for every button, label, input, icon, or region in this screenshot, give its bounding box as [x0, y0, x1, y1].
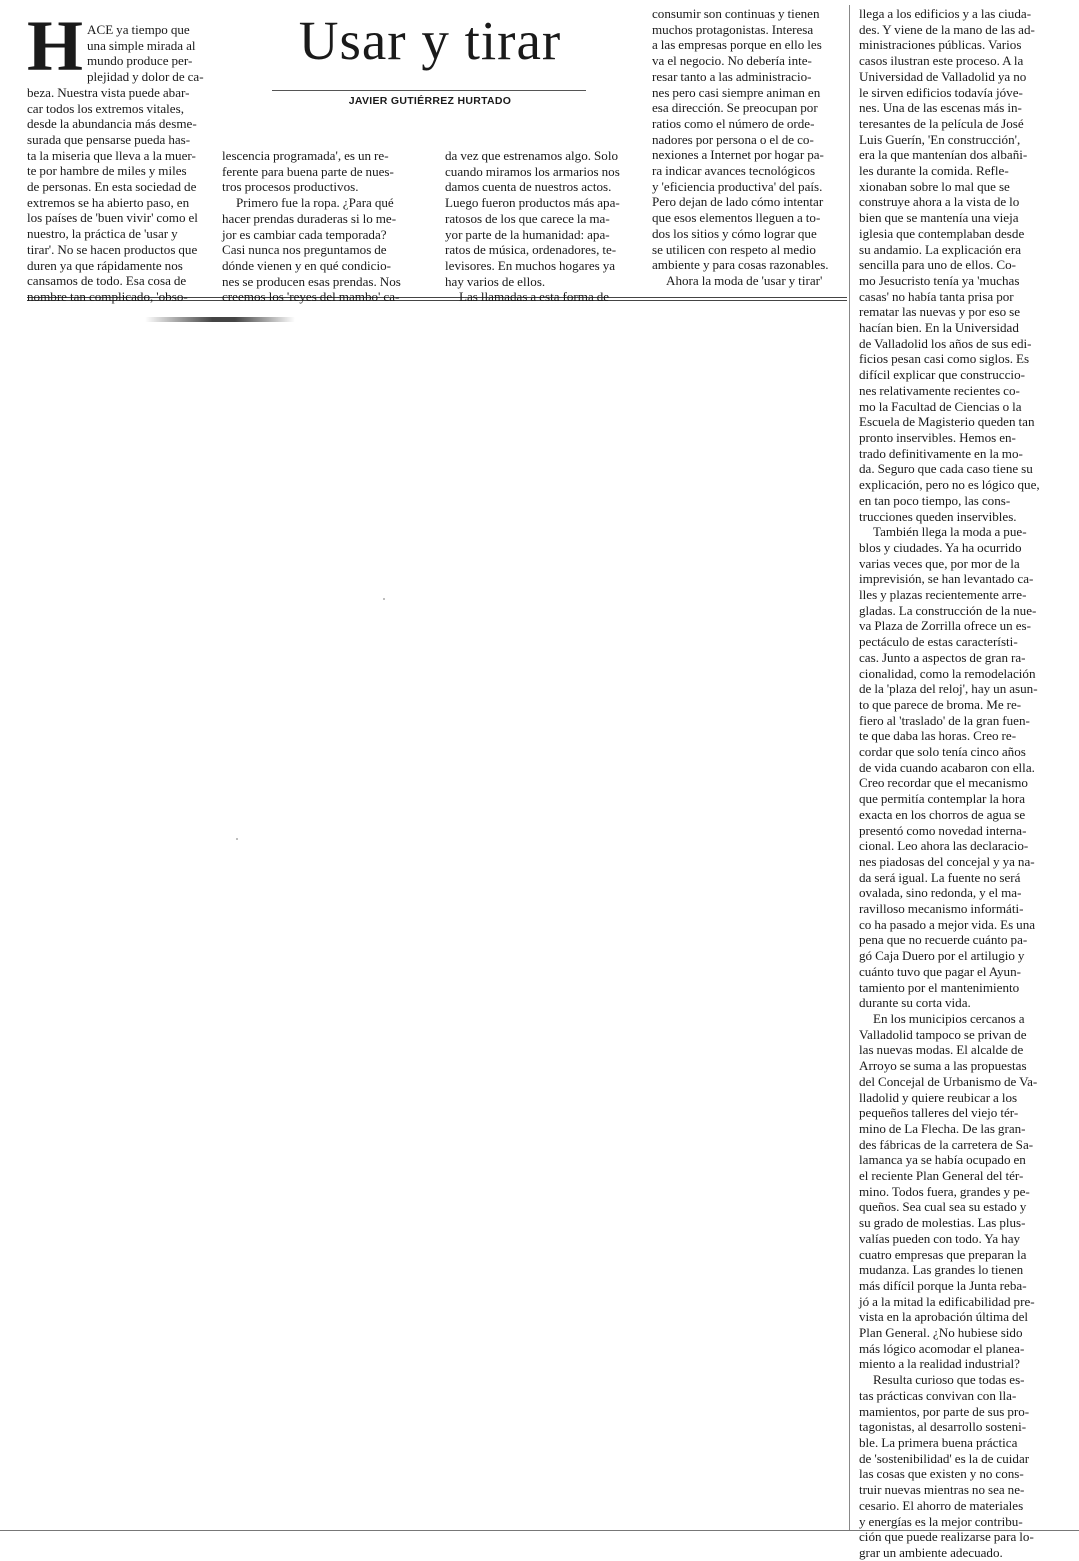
text-line: dos los sitios y cómo lograr que	[652, 225, 817, 241]
text-line: jor es cambiar cada temporada?	[222, 226, 387, 242]
text-line: nes se producen esas prendas. Nos	[222, 273, 401, 289]
text-line: cional. Leo ahora las declaracio-	[859, 838, 1029, 854]
text-line: lamanca ya se había ocupado en	[859, 1152, 1026, 1168]
text-line: ferente para buena parte de nues-	[222, 163, 394, 179]
text-line: cansamos de todo. Esa cosa de	[27, 273, 187, 289]
text-line: Arroyo se suma a las propuestas	[859, 1058, 1027, 1074]
text-line: Ahora la moda de 'usar y tirar'	[666, 272, 823, 288]
text-line: ficios pesan casi como siglos. Es	[859, 351, 1030, 367]
text-line: ratosos de los que carece la ma-	[445, 210, 610, 226]
text-line: bien que se mantenía una vieja	[859, 210, 1019, 226]
text-line: duren ya que rápidamente nos	[27, 257, 183, 273]
text-line: le sirven edificios todavía jóve-	[859, 84, 1023, 100]
text-line: des. Y viene de la mano de las ad-	[859, 21, 1035, 37]
text-line: tamiento por el mantenimiento	[859, 979, 1020, 995]
text-line: También llega la moda a pue-	[873, 524, 1027, 540]
text-line: grar un ambiente adecuado.	[859, 1544, 1003, 1560]
text-line: vista en la aprobación última del	[859, 1309, 1029, 1325]
speck	[383, 598, 385, 600]
text-line: hacían bien. En la Universidad	[859, 320, 1019, 336]
text-line: y 'eficiencia productiva' del país.	[652, 178, 823, 194]
text-line: beza. Nuestra vista puede abar-	[27, 84, 190, 100]
text-line: lladolid y quiere reubicar a los	[859, 1089, 1018, 1105]
paragraph	[652, 6, 844, 273]
text-line: sencilla para uno de ellos. Co-	[859, 257, 1017, 273]
text-line: difícil explicar que construccio-	[859, 367, 1025, 383]
text-line: ministraciones públicas. Varios	[859, 37, 1022, 53]
text-line: gladas. La construcción de la nue-	[859, 602, 1037, 618]
text-line: Valladolid tampoco se privan de	[859, 1026, 1027, 1042]
text-line: tagonistas, al desarrollo sosteni-	[859, 1419, 1027, 1435]
paragraph	[652, 273, 844, 289]
text-line: nes pero casi siempre animan en	[652, 84, 821, 100]
text-line: tas prácticas convivan con lla-	[859, 1387, 1017, 1403]
text-line: ción que puede realizarse para lo-	[859, 1529, 1034, 1545]
text-line: construye ahora a la vista de lo	[859, 194, 1020, 210]
text-line: ovalada, sino redonda, y el ma-	[859, 885, 1022, 901]
text-line: Creo recordar que el mecanismo	[859, 775, 1028, 791]
text-line: trucciones queden inservibles.	[859, 508, 1017, 524]
text-line: de vida cuando acabaron con ella.	[859, 759, 1035, 775]
text-line: desde la abundancia más desme-	[27, 116, 197, 132]
text-line: pequeños talleres del viejo tér-	[859, 1105, 1019, 1121]
text-line: pronto inservibles. Hemos en-	[859, 429, 1016, 445]
text-line: Plan General. ¿No hubiese sido	[859, 1325, 1023, 1341]
text-line: que permitía contemplar la hora	[859, 791, 1026, 807]
text-line: damos cuenta de nuestros actos.	[445, 179, 612, 195]
text-line: te que daba las horas. Creo re-	[859, 728, 1017, 744]
text-line: va Plaza de Zorrilla ofrece un es-	[859, 618, 1031, 634]
text-line: ambiente y para cosas razonables.	[652, 257, 829, 273]
text-line: En los municipios cercanos a	[873, 1011, 1025, 1026]
text-line: consumir son continuas y tienen	[652, 6, 820, 21]
text-line: exacta en los chorros de agua se	[859, 806, 1026, 822]
text-line: ratos de música, ordenadores, te-	[445, 242, 617, 258]
text-line: cesario. El ahorro de materiales	[859, 1497, 1024, 1513]
text-line: durante su corta vida.	[859, 995, 971, 1011]
text-line: teresantes de la película de José	[859, 115, 1024, 131]
text-line: iglesia que contemplaban desde	[859, 225, 1025, 241]
text-line: cionalidad, como la remodelación	[859, 665, 1036, 681]
text-line: cordar que solo tenía cinco años	[859, 744, 1026, 760]
text-line: plejidad y dolor de ca-	[87, 69, 204, 85]
column-4	[652, 6, 844, 289]
text-line: xionaban sobre lo mal que se	[859, 178, 1010, 194]
paragraph	[859, 1372, 1051, 1560]
column-5	[859, 6, 1051, 1561]
text-line: to que parece de broma. Me re-	[859, 696, 1022, 712]
paragraph	[222, 148, 430, 195]
text-line: en tan poco tiempo, las cons-	[859, 492, 1011, 508]
text-line: llega a los edificios y a las ciuda-	[859, 6, 1032, 21]
text-line: nes piadosas del concejal y ya na-	[859, 853, 1035, 869]
paragraph	[445, 289, 640, 305]
text-line: queños. Sea cual sea su estado y	[859, 1199, 1027, 1215]
text-line: del Concejal de Urbanismo de Va-	[859, 1073, 1038, 1089]
text-line: creemos los 'reyes del mambo' ca-	[222, 289, 400, 305]
text-line: miento a la realidad industrial?	[859, 1356, 1020, 1372]
text-line: jó a la mitad la edificabilidad pre-	[859, 1293, 1035, 1309]
text-line: los países de 'buen vivir' como el	[27, 210, 198, 226]
text-line: las cosas que existen y no cons-	[859, 1466, 1024, 1482]
text-line: nadores por persona o el de co-	[652, 131, 814, 147]
speck	[236, 838, 238, 840]
text-line: más lógico acomodar el planea-	[859, 1340, 1025, 1356]
text-line: Resulta curioso que todas es-	[873, 1372, 1025, 1388]
text-line: más difícil porque la Junta reba-	[859, 1277, 1027, 1293]
text-line: da será igual. La fuente no será	[859, 869, 1021, 885]
text-line: mudanza. Las grandes lo tienen	[859, 1262, 1024, 1278]
text-line: el reciente Plan General del tér-	[859, 1168, 1024, 1184]
text-line: Escuela de Magisterio queden tan	[859, 414, 1035, 430]
text-line: lescencia programada', es un re-	[222, 148, 389, 163]
text-line: imprevisión, se han levantado ca-	[859, 571, 1034, 587]
text-line: una simple mirada al	[87, 37, 196, 53]
text-line: ra indicar avances tecnológicos	[652, 163, 816, 179]
paragraph	[859, 524, 1051, 1011]
text-line: mo la Facultad de Ciencias o la	[859, 398, 1022, 414]
text-line: hay varios de ellos.	[445, 273, 546, 289]
text-line: se utilicen con respeto al medio	[652, 241, 816, 257]
text-line: resar tanto a las administracio-	[652, 68, 812, 84]
text-line: de personas. En esta sociedad de	[27, 179, 197, 195]
text-line: gó Caja Duero por el artilugio y	[859, 948, 1025, 964]
text-line: Luego fueron productos más apa-	[445, 195, 620, 211]
text-line: nexiones a Internet por hogar pa-	[652, 147, 824, 163]
text-line: varias veces que, por mor de la	[859, 555, 1020, 571]
text-line: de Valladolid los años de sus edi-	[859, 335, 1032, 351]
text-line: des fábricas de la carretera de Sa-	[859, 1136, 1034, 1152]
text-line: mundo produce per-	[87, 53, 193, 69]
text-line: tirar'. No se hacen productos que	[27, 241, 198, 257]
text-line: cuando miramos los armarios nos	[445, 163, 620, 179]
author-byline: JAVIER GUTIÉRREZ HURTADO	[348, 95, 512, 107]
text-line: cuánto tuvo que pagar el Ayun-	[859, 963, 1022, 979]
text-line: Casi nunca nos preguntamos de	[222, 242, 387, 258]
text-line: levisores. En muchos hogares ya	[445, 257, 616, 273]
text-line: extremos se ha abierto paso, en	[27, 194, 190, 210]
text-line: pectáculo de estas característi-	[859, 634, 1018, 650]
text-line: surada que pensarse pueda has-	[27, 131, 191, 147]
column-divider-vertical	[849, 5, 850, 1530]
text-line: da. Seguro que cada caso tiene su	[859, 461, 1033, 477]
text-line: su andamio. La explicación era	[859, 241, 1022, 257]
text-line: yor parte de la humanidad: apa-	[445, 226, 610, 242]
text-line: cas. Junto a aspectos de gran ra-	[859, 649, 1026, 665]
text-line: lles y plazas recientemente arre-	[859, 587, 1027, 603]
text-line: mino de La Flecha. De las gran-	[859, 1120, 1026, 1136]
column-1	[27, 22, 217, 305]
text-line: Luis Guerín, 'En construcción',	[859, 131, 1021, 147]
column-2	[222, 148, 430, 305]
article-title: Usar y tirar	[298, 10, 562, 71]
text-line: dónde vienen y en qué condicio-	[222, 257, 392, 273]
text-line: nes relativamente recientes co-	[859, 382, 1020, 398]
text-line: ravilloso mecanismo informáti-	[859, 901, 1024, 917]
paragraph	[445, 148, 640, 289]
text-line: nuestro, la práctica de 'usar y	[27, 226, 178, 242]
byline-rule	[272, 90, 586, 91]
text-line: casos ilustran este proceso. A la	[859, 53, 1024, 69]
text-line: te por hambre de miles y miles	[27, 163, 187, 179]
text-line: y energías es la mejor contribu-	[859, 1513, 1023, 1529]
text-line: fiero al 'traslado' de la gran fuen-	[859, 712, 1030, 728]
paragraph	[859, 6, 1051, 524]
text-line: truir nuevas mientras no sea ne-	[859, 1482, 1025, 1498]
text-line: co ha pasado a mejor vida. Es una	[859, 916, 1036, 932]
text-line: Pero dejan de lado cómo intentar	[652, 194, 824, 210]
drop-cap: H	[27, 6, 84, 86]
paragraph	[859, 1011, 1051, 1372]
text-line: esa dirección. Se preocupan por	[652, 100, 818, 116]
paragraph	[27, 22, 217, 305]
text-line: ta la miseria que lleva a la muer-	[27, 147, 196, 163]
text-line: presentó como novedad interna-	[859, 822, 1027, 838]
text-line: blos y ciudades. Ya ha ocurrido	[859, 539, 1022, 555]
text-line: mamientos, por parte de sus pro-	[859, 1403, 1030, 1419]
text-line: trado definitivamente en la mo-	[859, 445, 1023, 461]
text-line: les durante la comida. Refle-	[859, 163, 1009, 179]
text-line: Las llamadas a esta forma de	[459, 289, 610, 305]
text-line: Universidad de Valladolid ya no	[859, 68, 1027, 84]
text-line: mino. Todos fuera, grandes y pe-	[859, 1183, 1030, 1199]
text-line: Primero fue la ropa. ¿Para qué	[236, 195, 394, 211]
tapered-ornament-rule	[145, 317, 295, 322]
text-line: ble. La primera buena práctica	[859, 1434, 1018, 1450]
text-line: de 'sostenibilidad' es la de cuidar	[859, 1450, 1030, 1466]
text-line: explicación, pero no es lógico que,	[859, 477, 1040, 493]
text-line: da vez que estrenamos algo. Solo	[445, 148, 619, 163]
text-line: casas' no había tanta prisa por	[859, 288, 1014, 304]
paragraph	[222, 195, 430, 305]
text-line: que esos elementos lleguen a to-	[652, 210, 821, 226]
text-line: pena que no recuerde cuánto pa-	[859, 932, 1028, 948]
text-line: valías pueden con todo. Ya hay	[859, 1230, 1021, 1246]
text-line: rematar las nuevas y por eso se	[859, 304, 1021, 320]
text-line: nombre tan complicado, 'obso-	[27, 288, 188, 304]
text-line: cuatro empresas que preparan la	[859, 1246, 1027, 1262]
text-line: hacer prendas duraderas si lo me-	[222, 210, 397, 226]
text-line: de la 'plaza del reloj', hay un asun-	[859, 681, 1038, 697]
text-line: a las empresas porque en ello les	[652, 37, 822, 53]
text-line: ACE ya tiempo que	[87, 22, 190, 37]
text-line: mo Jesucristo tenía ya 'muchas	[859, 272, 1020, 288]
text-line: las nuevas modas. El alcalde de	[859, 1042, 1024, 1058]
text-line: car todos los extremos vitales,	[27, 100, 184, 116]
text-line: ratios como el número de orde-	[652, 115, 815, 131]
text-line: va el negocio. No debería inte-	[652, 53, 812, 69]
text-line: nes. Una de las escenas más in-	[859, 100, 1022, 116]
text-line: era la que mantenían dos albañi-	[859, 147, 1028, 163]
text-line: muchos protagonistas. Interesa	[652, 21, 814, 37]
text-line: su grado de molestias. Las plus-	[859, 1215, 1026, 1231]
text-line: tros procesos productivos.	[222, 179, 359, 195]
column-3	[445, 148, 640, 305]
